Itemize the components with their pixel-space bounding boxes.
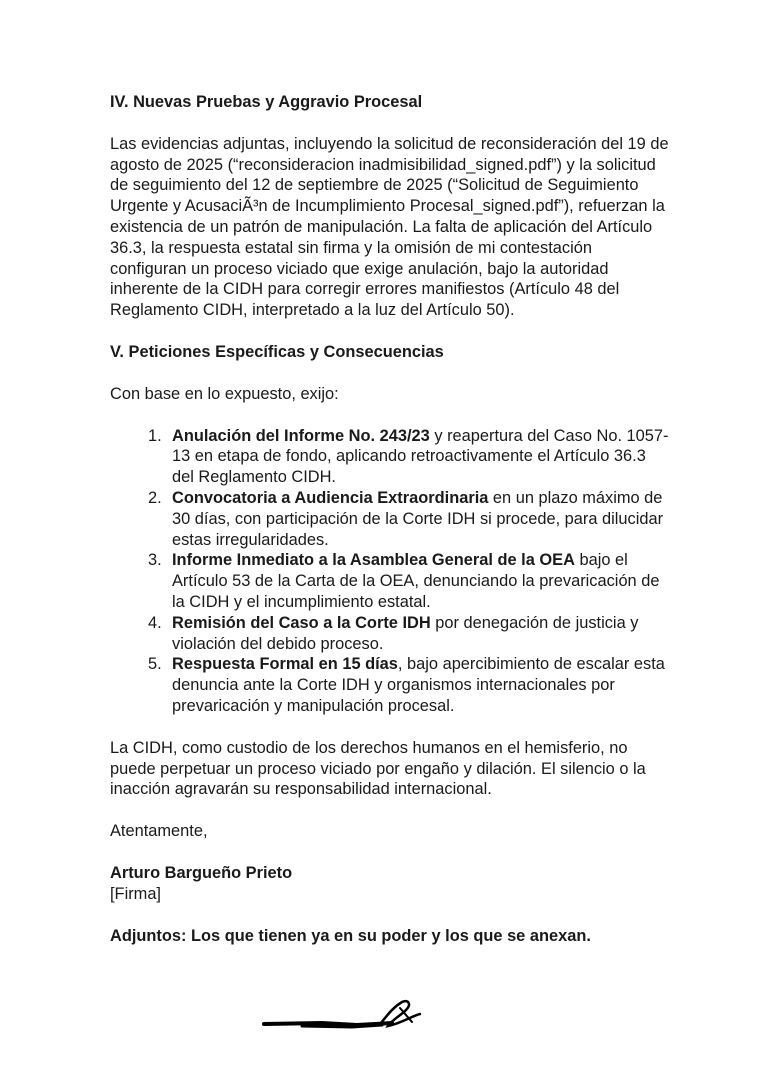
salutation: Atentamente,: [110, 822, 208, 841]
requests-intro: Con base en lo expuesto, exijo:: [110, 384, 339, 403]
request-number: 1.: [148, 426, 162, 445]
request-number: 3.: [148, 551, 162, 570]
attachments-text: Adjuntos: Los que tienen ya en su poder y los que se anexan.: [110, 926, 591, 945]
attachments-line: [110, 926, 670, 947]
request-title: Respuesta Formal en 15 días: [172, 655, 398, 674]
request-item: [110, 488, 670, 550]
request-text: , bajo apercibimiento de escalar esta denuncia ante la Corte IDH y organismos internacionales por prevaricación y manipulación procesal.: [172, 655, 665, 715]
request-number: 4.: [148, 613, 162, 632]
request-title: Anulación del Informe No. 243/23: [172, 426, 430, 445]
request-text: y reapertura del Caso No. 1057-13 en etapa de fondo, aplicando retroactivamente el Artículo 36.3 del Reglamento CIDH.: [172, 426, 669, 487]
request-item: [110, 654, 670, 716]
request-text: por denegación de justicia y violación del debido proceso.: [172, 613, 639, 653]
request-title: Remisión del Caso a la Corte IDH: [172, 613, 431, 632]
request-text: bajo el Artículo 53 de la Carta de la OEA, denunciando la prevaricación de la CIDH y el incumplimiento estatal.: [172, 551, 660, 611]
section-4-paragraph: Las evidencias adjuntas, incluyendo la solicitud de reconsideración del 19 de agosto de 2025 (“reconsideracion inadmisibilidad_signed.pdf”) y la solicitud de seguimiento del 12 de septiembre de 2025 (“Solicitud de Seguimiento Urgente y AcusaciÃ³n de Incumplimiento Procesal_signed.pdf”), refuerzan la existencia de un patrón de manipulación. La falta de aplicación del Artículo 36.3, la respuesta estatal sin firma y la omisión de mi contestación configuran un proceso viciado que exige anulación, bajo la autoridad inherente de la CIDH para corregir errores manifiestos (Artículo 48 del Reglamento CIDH, interpretado a la luz del Artículo 50).: [110, 134, 669, 320]
request-title: Informe Inmediato a la Asamblea General de la OEA: [172, 551, 575, 570]
letter-body: [110, 92, 670, 946]
requests-list: [110, 426, 670, 717]
closing-paragraph: La CIDH, como custodio de los derechos humanos en el hemisferio, no puede perpetuar un proceso viciado por engaño y dilación. El silencio o la inacción agravarán su responsabilidad internacional.: [110, 738, 646, 799]
request-item: [110, 613, 670, 655]
section-5-heading: V. Peticiones Específicas y Consecuencias: [110, 342, 444, 361]
signer-name-text: Arturo Bargueño Prieto: [110, 863, 293, 882]
signer-name: [110, 863, 670, 884]
section-4-heading: IV. Nuevas Pruebas y Aggravio Procesal: [110, 93, 423, 111]
request-number: 5.: [148, 655, 162, 674]
request-item: [110, 550, 670, 612]
handwritten-signature: [262, 996, 432, 1036]
signature-placeholder: [Firma]: [110, 884, 161, 903]
request-text: en un plazo máximo de 30 días, con participación de la Corte IDH si procede, para dilucidar estas irregularidades.: [172, 488, 664, 549]
request-item: [110, 426, 670, 488]
request-number: 2.: [148, 488, 162, 507]
request-title: Convocatoria a Audiencia Extraordinaria: [172, 488, 489, 507]
